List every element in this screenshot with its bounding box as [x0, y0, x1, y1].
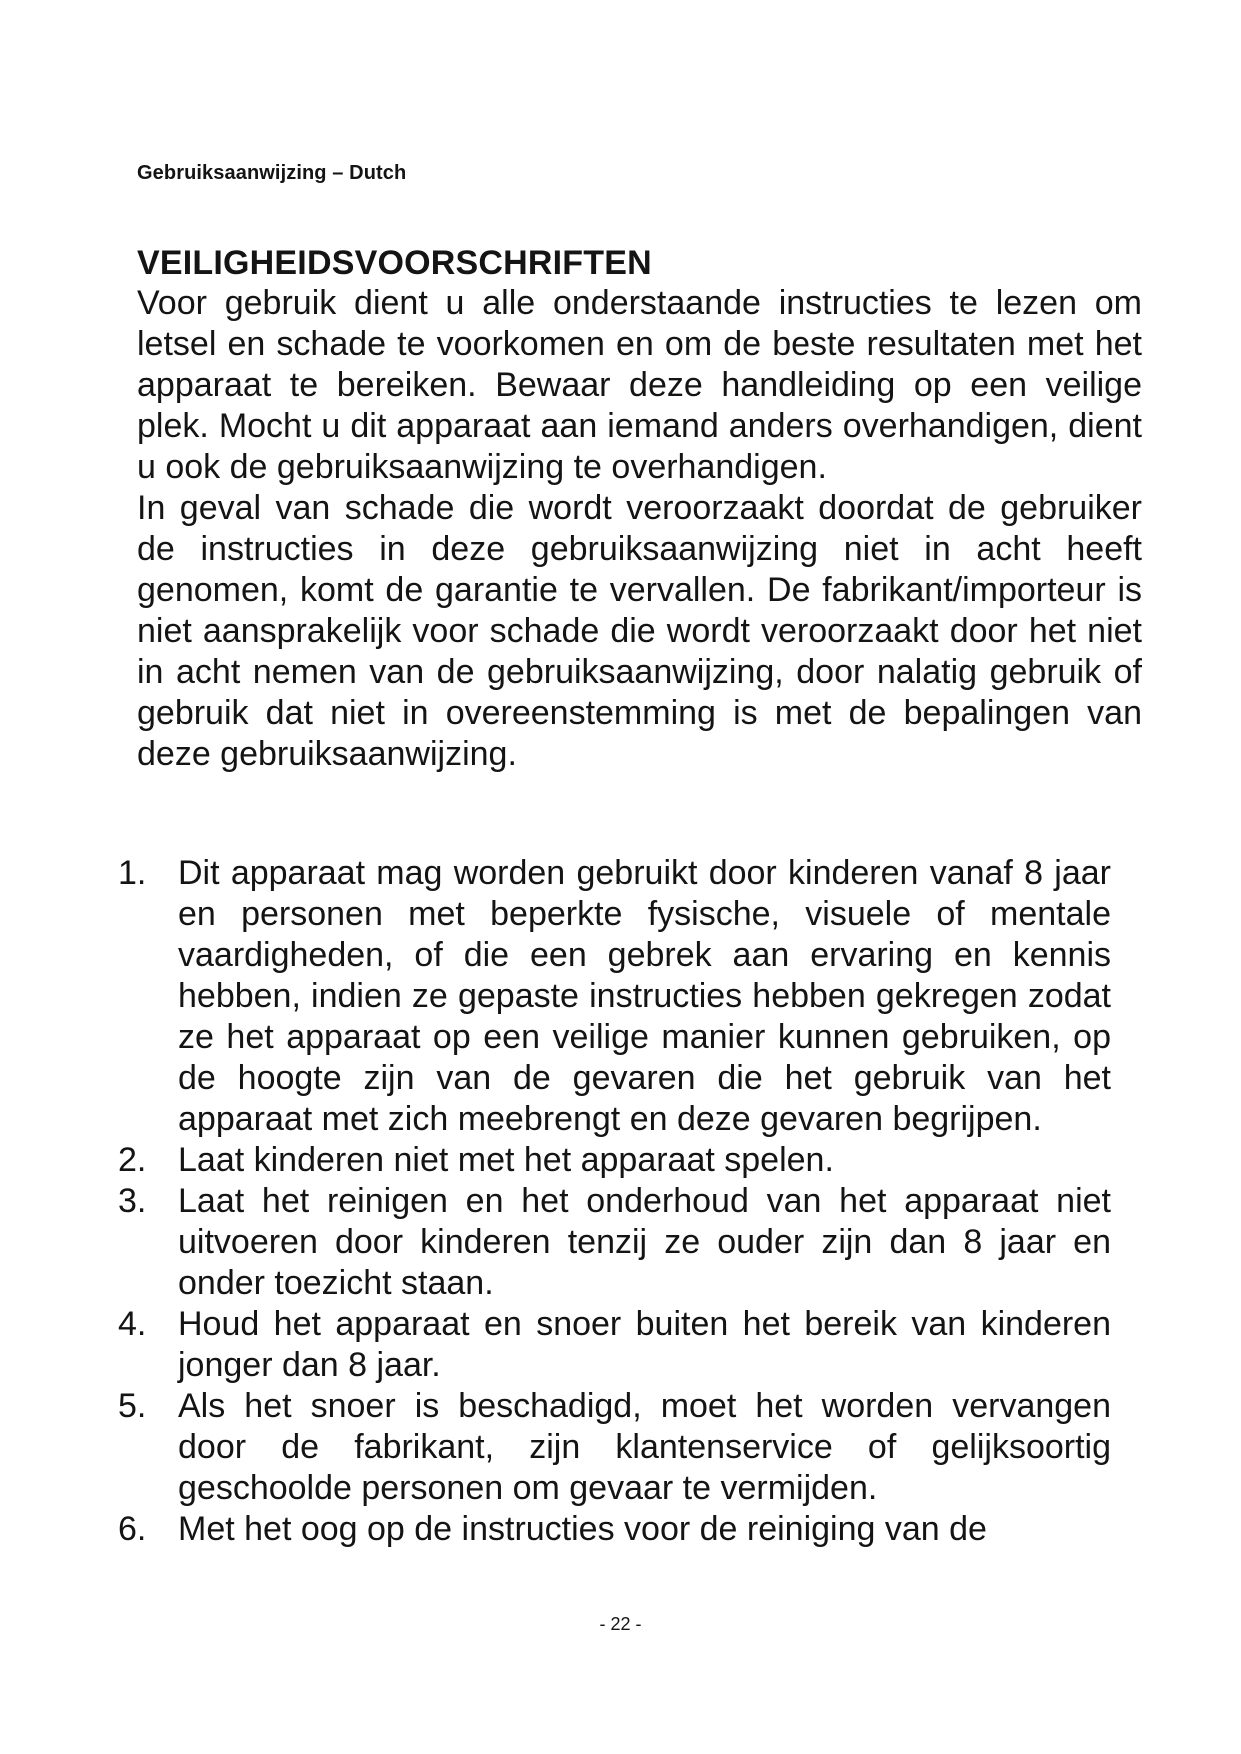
- rule-number: 6.: [118, 1510, 147, 1548]
- rule-text: Houd het apparaat en snoer buiten het bereik van kinderen jonger dan 8 jaar.: [178, 1305, 1111, 1384]
- intro-paragraph: In geval van schade die wordt veroorzaakt doordat de gebruiker de instructies in deze gebruiksaanwijzing niet in acht heeft genomen, komt de garantie te vervallen. De fabrikant/importeur is niet aansprakelijk voor schade die wordt veroorzaakt door het niet in acht nemen van de gebruiksaanwijzing, door nalatig gebruik of gebruik dat niet in overeenstemming is met de bepalingen van deze gebruiksaanwijzing.: [137, 489, 1142, 773]
- section-title: VEILIGHEIDSVOORSCHRIFTEN: [137, 244, 652, 282]
- intro-text: [137, 283, 1142, 775]
- rule-number: 4.: [118, 1305, 147, 1343]
- safety-rules-list: [118, 853, 1111, 1550]
- rule-text: Met het oog op de instructies voor de reiniging van de: [178, 1510, 987, 1548]
- safety-rule-3: [118, 1181, 1111, 1304]
- safety-rule-2: [118, 1140, 1111, 1181]
- document-header-label: Gebruiksaanwijzing – Dutch: [137, 162, 407, 184]
- page-number: - 22 -: [599, 1614, 642, 1634]
- safety-rule-4: [118, 1304, 1111, 1386]
- rule-text: Dit apparaat mag worden gebruikt door kinderen vanaf 8 jaar en personen met beperkte fysische, visuele of mentale vaardigheden, of die een gebrek aan ervaring en kennis hebben, indien ze gepaste instructies hebben gekregen zodat ze het apparaat op een veilige manier kunnen gebruiken, op de hoogte zijn van de gevaren die het gebruik van het apparaat met zich meebrengt en deze gevaren begrijpen.: [178, 854, 1111, 1138]
- safety-rule-5: [118, 1386, 1111, 1509]
- safety-rule-6: [118, 1509, 1111, 1550]
- rule-number: 1.: [118, 854, 147, 892]
- rule-text: Als het snoer is beschadigd, moet het worden vervangen door de fabrikant, zijn klantenservice of gelijksoortig geschoolde personen om gevaar te vermijden.: [178, 1387, 1111, 1507]
- intro-paragraph: Voor gebruik dient u alle onderstaande instructies te lezen om letsel en schade te voorkomen en om de beste resultaten met het apparaat te bereiken. Bewaar deze handleiding op een veilige plek. Mocht u dit apparaat aan iemand anders overhandigen, dient u ook de gebruiksaanwijzing te overhandigen.: [137, 284, 1142, 486]
- rule-number: 5.: [118, 1387, 147, 1425]
- rule-text: Laat het reinigen en het onderhoud van het apparaat niet uitvoeren door kinderen tenzij ze ouder zijn dan 8 jaar en onder toezicht staan.: [178, 1182, 1111, 1302]
- rule-number: 2.: [118, 1141, 147, 1179]
- rule-text: Laat kinderen niet met het apparaat spelen.: [178, 1141, 834, 1179]
- rule-number: 3.: [118, 1182, 147, 1220]
- safety-rule-1: [118, 853, 1111, 1140]
